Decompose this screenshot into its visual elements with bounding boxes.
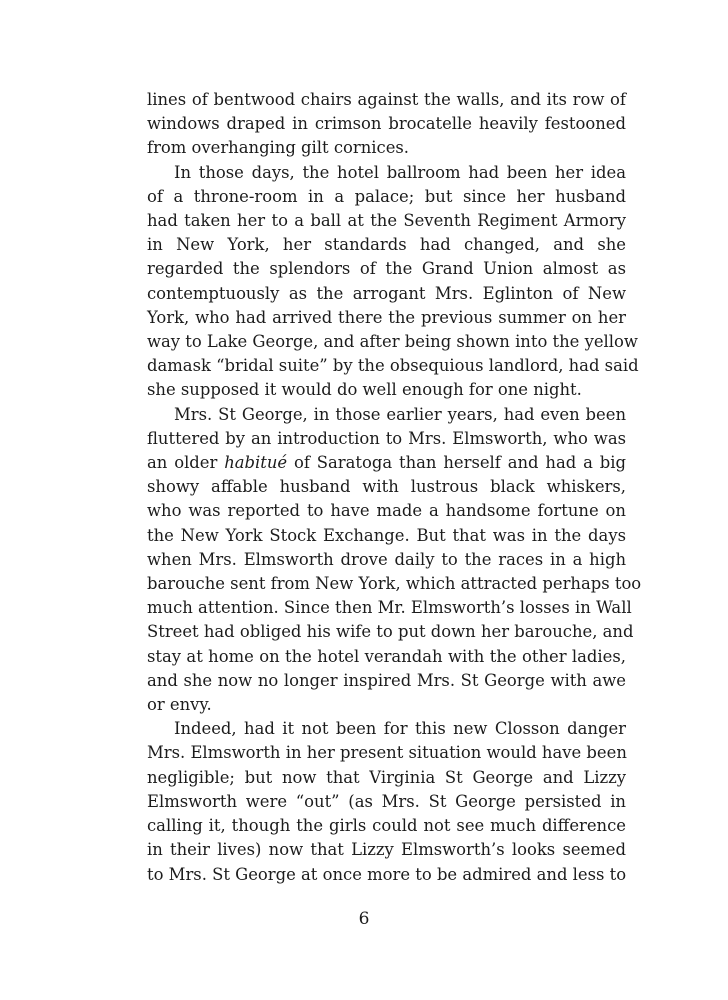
text-line: Street had obliged his wife to put down her barouche, and — [147, 622, 634, 642]
text-line: much attention. Since then Mr. Elmsworth’s losses in Wall — [147, 598, 632, 618]
text-line: damask “bridal suite” by the obsequious landlord, had said — [147, 356, 639, 376]
text-line: from overhanging gilt cornices. — [147, 138, 410, 158]
text-line: or envy. — [147, 695, 212, 715]
text-line: lines of bentwood chairs against the walls, and its row of — [147, 90, 626, 109]
text-line: York, who had arrived there the previous summer on her — [147, 307, 626, 327]
text-line: she supposed it would do well enough for one night. — [147, 380, 582, 400]
text-line: Indeed, had it not been for this new Closson danger — [174, 719, 626, 739]
text-line: in their lives) now that Lizzy Elmsworth’s looks seemed — [147, 840, 626, 860]
italic-word: habitué — [224, 453, 288, 473]
body-text — [147, 88, 642, 887]
text-line: showy affable husband with lustrous black whiskers, — [147, 477, 626, 497]
text-line: had taken her to a ball at the Seventh Regiment Armory — [147, 211, 626, 231]
text-line: windows draped in crimson brocatelle heavily festooned — [147, 114, 626, 134]
text-line: barouche sent from New York, which attracted perhaps too — [147, 574, 642, 594]
text-line: who was reported to have made a handsome fortune on — [147, 501, 626, 521]
text-line: regarded the splendors of the Grand Union almost as — [147, 259, 626, 279]
text-line: way to Lake George, and after being shown into the yellow — [147, 332, 638, 352]
text-line: and she now no longer inspired Mrs. St George with awe — [147, 670, 626, 690]
text-line: Mrs. St George, in those earlier years, had even been — [174, 404, 626, 424]
text-line: In those days, the hotel ballroom had been her idea — [174, 162, 626, 182]
text-line: negligible; but now that Virginia St George and Lizzy — [147, 767, 626, 787]
text-line: fluttered by an introduction to Mrs. Elmsworth, who was — [147, 428, 626, 448]
text-line: the New York Stock Exchange. But that was in the days — [147, 525, 626, 545]
text-line: when Mrs. Elmsworth drove daily to the races in a high — [147, 549, 626, 569]
text-line: contemptuously as the arrogant Mrs. Eglinton of New — [147, 283, 626, 303]
page-number: 6 — [358, 909, 370, 929]
text-line: to Mrs. St George at once more to be admired and less to — [147, 864, 627, 884]
text-line: an older habitué of Saratoga than herself and had a big — [147, 453, 626, 473]
text-line: in New York, her standards had changed, and she — [147, 235, 626, 255]
text-line: Elmsworth were “out” (as Mrs. St George persisted in — [147, 791, 626, 811]
text-line: Mrs. Elmsworth in her present situation would have been — [147, 743, 627, 763]
text-line: of a throne-room in a palace; but since her husband — [147, 186, 626, 206]
text-line: stay at home on the hotel verandah with the other ladies, — [147, 646, 626, 666]
text-line: calling it, though the girls could not see much difference — [147, 816, 626, 836]
